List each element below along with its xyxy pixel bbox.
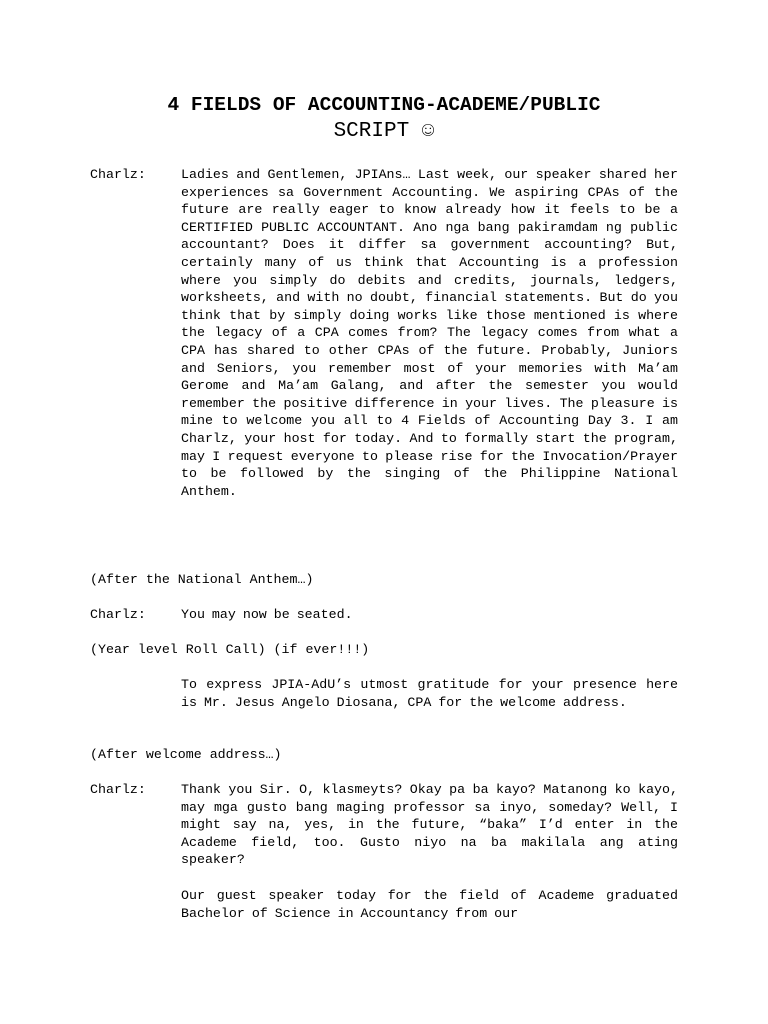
document-subtitle: SCRIPT ☺ xyxy=(333,120,435,143)
dialogue-paragraph: Ladies and Gentlemen, JPIAns… Last week, our speaker shared her experiences sa Government Accounting. We aspiring CPAs of the future are really eager to know already how it feels to be a CERTIFIED PUBLIC ACCOUNTANT. Ano nga bang pakiramdam ng public accountant? Does it differ sa government accounting? But, certainly many of us think that Accounting is a profession where you simply do debits and credits, journals, ledgers, worksheets, and with no doubt, financial statements. But do you think that by simply doing works like those mentioned is where the legacy of a CPA comes from? The legacy comes from what a CPA has shared to other CPAs of the future. Probably, Juniors and Seniors, you remember most of your memories with Ma’am Gerome and Ma’am Galang, and after the semester you would remember the positive difference in your lives. The pleasure is mine to welcome you all to 4 Fields of Accounting Day 3. I am Charlz, your host for today. And to formally start the program, may I request everyone to please rise for the Invocation/Prayer to be followed by the singing of the Philippine National Anthem. xyxy=(181,167,678,499)
speaker-label: Charlz: xyxy=(90,782,146,797)
speaker-label: Charlz: xyxy=(90,607,146,622)
dialogue-paragraph: To express JPIA-AdU’s utmost gratitude for your presence here is Mr. Jesus Angelo Diosana, CPA for the welcome address. xyxy=(181,677,678,710)
dialogue-paragraph: Our guest speaker today for the field of Academe graduated Bachelor of Science in Accountancy from our xyxy=(181,888,678,921)
dialogue-paragraph: Thank you Sir. O, klasmeyts? Okay pa ba kayo? Matanong ko kayo, may mga gusto bang maging professor sa inyo, someday? Well, I might say na, yes, in the future, “baka” I’d enter in the Academe field, too. Gusto niyo na ba makilala ang ating speaker? xyxy=(181,782,678,868)
speaker-label: Charlz: xyxy=(90,167,146,182)
stage-note: (Year level Roll Call) (if ever!!!) xyxy=(90,642,370,657)
dialogue-paragraph: You may now be seated. xyxy=(181,607,353,622)
stage-note: (After the National Anthem…) xyxy=(90,572,314,587)
stage-note: (After welcome address…) xyxy=(90,747,282,762)
document-title: 4 FIELDS OF ACCOUNTING-ACADEME/PUBLIC xyxy=(167,94,601,116)
